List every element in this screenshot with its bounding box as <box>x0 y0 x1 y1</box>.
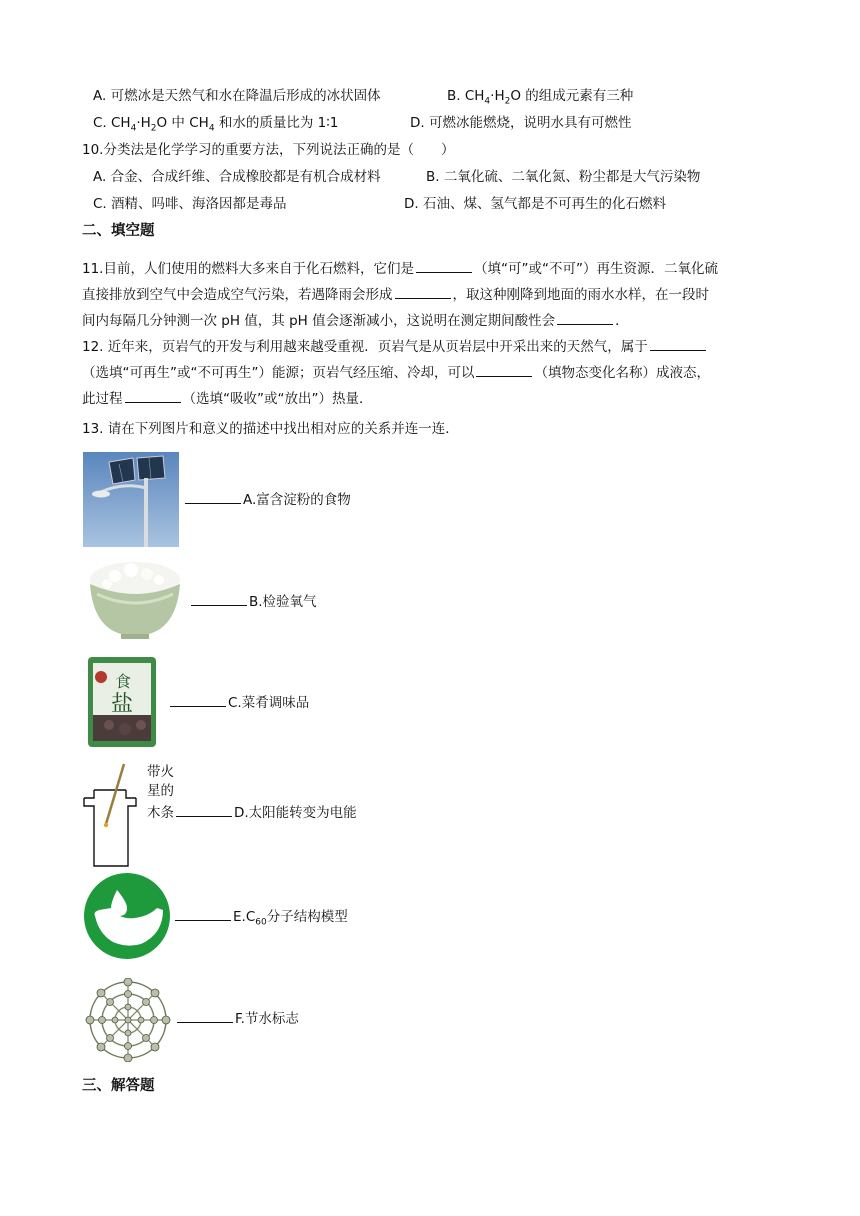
q12-blank-3[interactable] <box>125 388 181 403</box>
q13-item-5: $E.C_{60}$分子结构模型 <box>173 906 348 933</box>
q13-blank-5[interactable] <box>175 906 231 921</box>
q11-line-1: 11.目前，人们使用的燃料大多来自于化石燃料，它们是 （填“可”或“不可”）再生资源．二氧化硫 <box>82 258 718 279</box>
splint-label-2: 星的 <box>147 783 174 799</box>
q11-blank-2[interactable] <box>395 284 451 299</box>
svg-text:食: 食 <box>115 672 132 691</box>
q11-line-2: 直接排放到空气中会造成空气污染，若遇降雨会形成 ，取这种刚降到地面的雨水水样，在一段时 <box>82 284 709 305</box>
q13-item-1: A.富含淀粉的食物 <box>183 489 351 510</box>
section-heading-fill-in: 二、填空题 <box>82 223 155 239</box>
q9-option-d: D. 可燃冰能燃烧，说明水具有可燃性 <box>410 115 632 131</box>
q13-item-3: C.菜肴调味品 <box>168 692 309 713</box>
q13-blank-6[interactable] <box>177 1008 233 1023</box>
q12-blank-2[interactable] <box>476 362 532 377</box>
q10-option-d: D. 石油、煤、氢气都是不可再生的化石燃料 <box>404 196 666 212</box>
water-saving-logo-icon <box>83 872 171 960</box>
q10-option-a: A. 合金、合成纤维、合成橡胶都是有机合成材料 <box>93 169 381 185</box>
q13-item-2: B.检验氧气 <box>189 591 317 612</box>
q12-line-3: 此过程 （选填“吸收”或“放出”）热量． <box>82 388 372 409</box>
q11-blank-3[interactable] <box>557 310 613 325</box>
rice-bowl-icon <box>85 560 185 642</box>
salt-bag-icon <box>85 655 159 749</box>
solar-street-light-icon <box>83 452 179 547</box>
q13-item-4: 木条 D.太阳能转变为电能 <box>147 802 357 823</box>
q10-stem: 10.分类法是化学学习的重要方法，下列说法正确的是（ ） <box>82 142 455 158</box>
q10-option-c: C. 酒精、吗啡、海洛因都是毒品 <box>93 196 287 212</box>
q9-option-a: A. 可燃冰是天然气和水在降温后形成的冰状固体 <box>93 88 381 104</box>
q12-line-1: 12. 近年来，页岩气的开发与利用越来越受重视．页岩气是从页岩层中开采出来的天然气，属于 <box>82 336 708 357</box>
q12-line-2: （选填“可再生”或“不可再生”）能源；页岩气经压缩、冷却，可以 （填物态变化名称）成液态， <box>82 362 710 383</box>
q12-blank-1[interactable] <box>650 336 706 351</box>
q11-blank-1[interactable] <box>416 258 472 273</box>
q13-stem: 13. 请在下列图片和意义的描述中找出相对应的关系并连一连． <box>82 421 459 437</box>
q13-item-6: F.节水标志 <box>175 1008 299 1029</box>
svg-text:盐: 盐 <box>111 692 134 717</box>
q13-blank-1[interactable] <box>185 489 241 504</box>
c60-molecule-icon <box>83 978 173 1062</box>
splint-label-1: 带火 <box>147 764 174 780</box>
splint-label-3: 木条 <box>147 805 174 821</box>
section-heading-answer: 三、解答题 <box>82 1078 155 1094</box>
q10-option-b: B. 二氧化硫、二氧化氮、粉尘都是大气污染物 <box>426 169 701 185</box>
q13-blank-2[interactable] <box>191 591 247 606</box>
q11-line-3: 间内每隔几分钟测一次 pH 值，其 pH 值会逐渐减小，这说明在测定期间酸性会 ． <box>82 310 629 331</box>
q13-blank-4[interactable] <box>176 802 232 817</box>
q9-option-b: B. $CH_4\cdot H_2O$ 的组成元素有三种 <box>447 88 634 107</box>
q13-blank-3[interactable] <box>170 692 226 707</box>
q9-option-c: C. $CH_4\cdot H_2O$ 中 $CH_4$ 和水的质量比为 1∶1 <box>93 115 339 134</box>
